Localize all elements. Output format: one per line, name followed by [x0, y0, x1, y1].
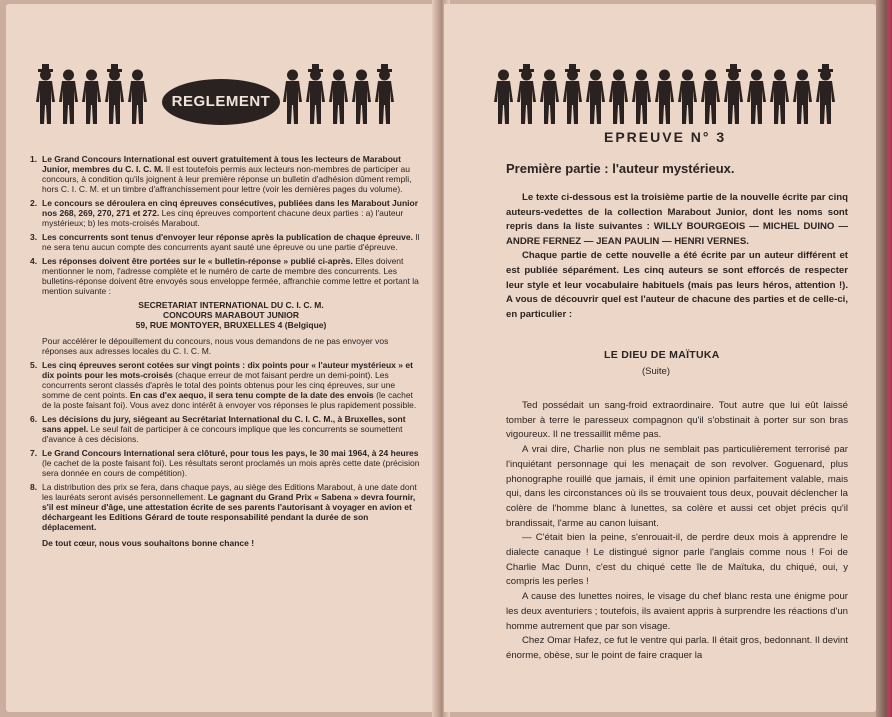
rule-number: 5. — [30, 360, 38, 370]
part-title: Première partie : l'auteur mystérieux. — [506, 161, 735, 176]
figure-silhouette-icon — [304, 60, 327, 126]
left-page — [6, 4, 438, 712]
rule-number: 6. — [30, 414, 38, 424]
figure-silhouette-icon — [80, 60, 103, 126]
rule-item: 2. Le concours se déroulera en cinq épreuves consécutives, publiées dans les Marabout Junior nos 268, 269, 270, 271 et 272. Les cinq épreuves comportent chacune deux parties : a) l'auteur mystérieux; b) les mots-croisés Marabout. — [30, 198, 419, 228]
epreuve-title: EPREUVE N° 3 — [604, 129, 727, 145]
figure-silhouette-icon — [584, 60, 607, 126]
rule-number: 8. — [30, 482, 38, 492]
figure-silhouette-icon — [57, 60, 80, 126]
rule-item: 8. La distribution des prix se fera, dans chaque pays, au siège des Editions Marabout, à une date dont les lauréats seront avisés personnellement. Le gagnant du Grand Prix « Sabena » devra fournir, s'il est mineur d'âge, une attestation écrite de ses parents l'autorisant à voyager en avion et déchargeant les Editions Gérard de toute responsabilité pendant la durée de son déplacement. — [30, 482, 417, 532]
figure-silhouette-icon — [814, 60, 837, 126]
story-text — [506, 399, 848, 664]
rule-number: 3. — [30, 232, 38, 242]
figure-silhouette-icon — [768, 60, 791, 126]
story-title: LE DIEU DE MAÏTUKA — [604, 349, 720, 361]
figure-border-right — [492, 60, 837, 126]
figure-silhouette-icon — [561, 60, 584, 126]
figure-silhouette-icon — [281, 60, 304, 126]
intro-text — [506, 191, 848, 322]
intro-paragraph: Chaque partie de cette nouvelle a été écrite par un auteur différent et est publiée séparément. Les cinq auteurs se sont efforcés de respecter leur style et leur vocabulaire habituels (mais pas leurs héros, attention !). A vous de découvrir quel est l'auteur de chacune des parties et de celle-ci, en particulier : — [506, 250, 848, 320]
rule-item: 7. Le Grand Concours International sera clôturé, pour tous les pays, le 30 mai 1964, à 24 heures (le cachet de la poste faisant foi). Les résultats seront proclamés un mois après cette date (précision sera donnée en cours de compétition). — [30, 448, 420, 478]
rule-item: 4. Les réponses doivent être portées sur le « bulletin-réponse » publié ci-après. Elles doivent mentionner le nom, l'adresse complète et le numéro de carte de membre des concurrents. Les bulletins-réponse doivent être envoyés sous enveloppe fermée, affranchie comme lettre et portant la mention suivante : — [30, 256, 419, 296]
figure-silhouette-icon — [653, 60, 676, 126]
figure-silhouette-icon — [492, 60, 515, 126]
rule-number: 4. — [30, 256, 38, 266]
secretariat-address: SECRETARIAT INTERNATIONAL DU C. I. C. M. CONCOURS MARABOUT JUNIOR 59, RUE MONTOYER, BRUXELLES 4 (Belgique) — [135, 300, 327, 330]
book-edge — [876, 0, 892, 717]
rule-number: 7. — [30, 448, 38, 458]
story-subtitle: (Suite) — [642, 366, 670, 377]
reglement-badge: REGLEMENT — [162, 79, 280, 125]
figure-silhouette-icon — [791, 60, 814, 126]
right-page — [444, 4, 876, 712]
story-paragraph: Ted possédait un sang-froid extraordinaire. Tout autre que lui eût laissé tomber à terre le paresseux compagnon qu'il s'obstinait à porter sur son bras vigoureux. Il ne tressaillit même pas. — [506, 400, 848, 441]
rule-item: 3. Les concurrents sont tenus d'envoyer leur réponse après la publication de chaque épreuve. Il ne sera tenu aucun compte des concurrents ayant sauté une épreuve ou une partie d'épreuve. — [30, 232, 420, 252]
story-paragraph: — C'était bien la peine, s'enrouait-il, de perdre deux mois à apprendre le dialecte canaque ! Le distingué signor parle l'anglais comme nous ! Foi de Charlie Mac Dunn, c'est du chiqué cette île de Maïtuka, du chiqué, oui, y compris les perles ! — [506, 532, 848, 588]
rule-number: 2. — [30, 198, 38, 208]
figure-silhouette-icon — [722, 60, 745, 126]
rule-item: 1. Le Grand Concours International est ouvert gratuitement à tous les lecteurs de Marabout Junior, membres du C. I. C. M. Il est toutefois permis aux lecteurs non-membres de participer au concours, à condition qu'ils joignent à leur première réponse un bulletin d'adhésion dûment rempli, hors C. I. C. M. et un timbre d'affranchissement pour lettre (voir les dernières pages du volume). — [30, 154, 412, 194]
rule-number: 1. — [30, 154, 38, 164]
address-note: Pour accélérer le dépouillement du concours, nous vous demandons de ne pas envoyer vos réponses aux adresses locales du C. I. C. M. — [42, 336, 389, 356]
figure-silhouette-icon — [676, 60, 699, 126]
story-paragraph: A cause des lunettes noires, le visage du chef blanc resta une énigme pour les deux aventuriers ; toutefois, ils avaient appris à surprendre les réactions d'un homme autrement que par son visage. — [506, 591, 848, 632]
rule-item: 5. Les cinq épreuves seront cotées sur vingt points : dix points pour « l'auteur mystérieux » et dix points pour les mots-croisés (chaque erreur de mot faisant perdre un demi-point). Les concurrents seront classés d'après le total des points obtenus pour les cinq épreuves, sur une somme de cent points. En cas d'ex aequo, il sera tenu compte de la date des envois (le cachet de la poste faisant foi). Vous avez donc intérêt à envoyer vos réponses le plus rapidement possible. — [30, 360, 417, 410]
story-paragraph: Chez Omar Hafez, ce fut le ventre qui parla. Il était gros, bedonnant. Il devint énorme, obèse, sur le point de faire craquer la — [506, 635, 848, 661]
figure-silhouette-icon — [515, 60, 538, 126]
rule-item: 6. Les décisions du jury, siégeant au Secrétariat International du C. I. C. M., à Bruxelles, sont sans appel. Le seul fait de participer à ce concours implique que les concurrents se soumettent d'avance à ces décisions. — [30, 414, 406, 444]
figure-silhouette-icon — [350, 60, 373, 126]
figure-silhouette-icon — [373, 60, 396, 126]
figure-silhouette-icon — [630, 60, 653, 126]
rules-list — [30, 154, 420, 548]
figure-silhouette-icon — [538, 60, 561, 126]
figure-silhouette-icon — [607, 60, 630, 126]
story-paragraph: A vrai dire, Charlie non plus ne semblait pas particulièrement terrorisé par l'inquiétant personnage qui les menaçait de son revolver. Goguenard, plus phonographe rouillé que jamais, il émit une opinion parfaitement valable, mais qui, dans les circonstances où ils se trouvaient tous deux, pouvait déclencher la colère de l'homme blanc à lunettes, sa colère et aussi cet objet précis qu'il brandissait, l'arme au canon luisant. — [506, 444, 848, 529]
figure-silhouette-icon — [126, 60, 149, 126]
figure-silhouette-icon — [34, 60, 57, 126]
figure-silhouette-icon — [327, 60, 350, 126]
figure-silhouette-icon — [103, 60, 126, 126]
figure-silhouette-icon — [699, 60, 722, 126]
closing-line: De tout cœur, nous vous souhaitons bonne chance ! — [42, 538, 255, 548]
figure-silhouette-icon — [745, 60, 768, 126]
intro-paragraph: Le texte ci-dessous est la troisième partie de la nouvelle écrite par cinq auteurs-vedettes de la collection Marabout Junior, dont les noms sont repris dans la liste suivantes : WILLY BOURGEOIS — MICHEL DUINO — ANDRE FERNEZ — JEAN PAULIN — HENRI VERNES. — [506, 192, 848, 247]
